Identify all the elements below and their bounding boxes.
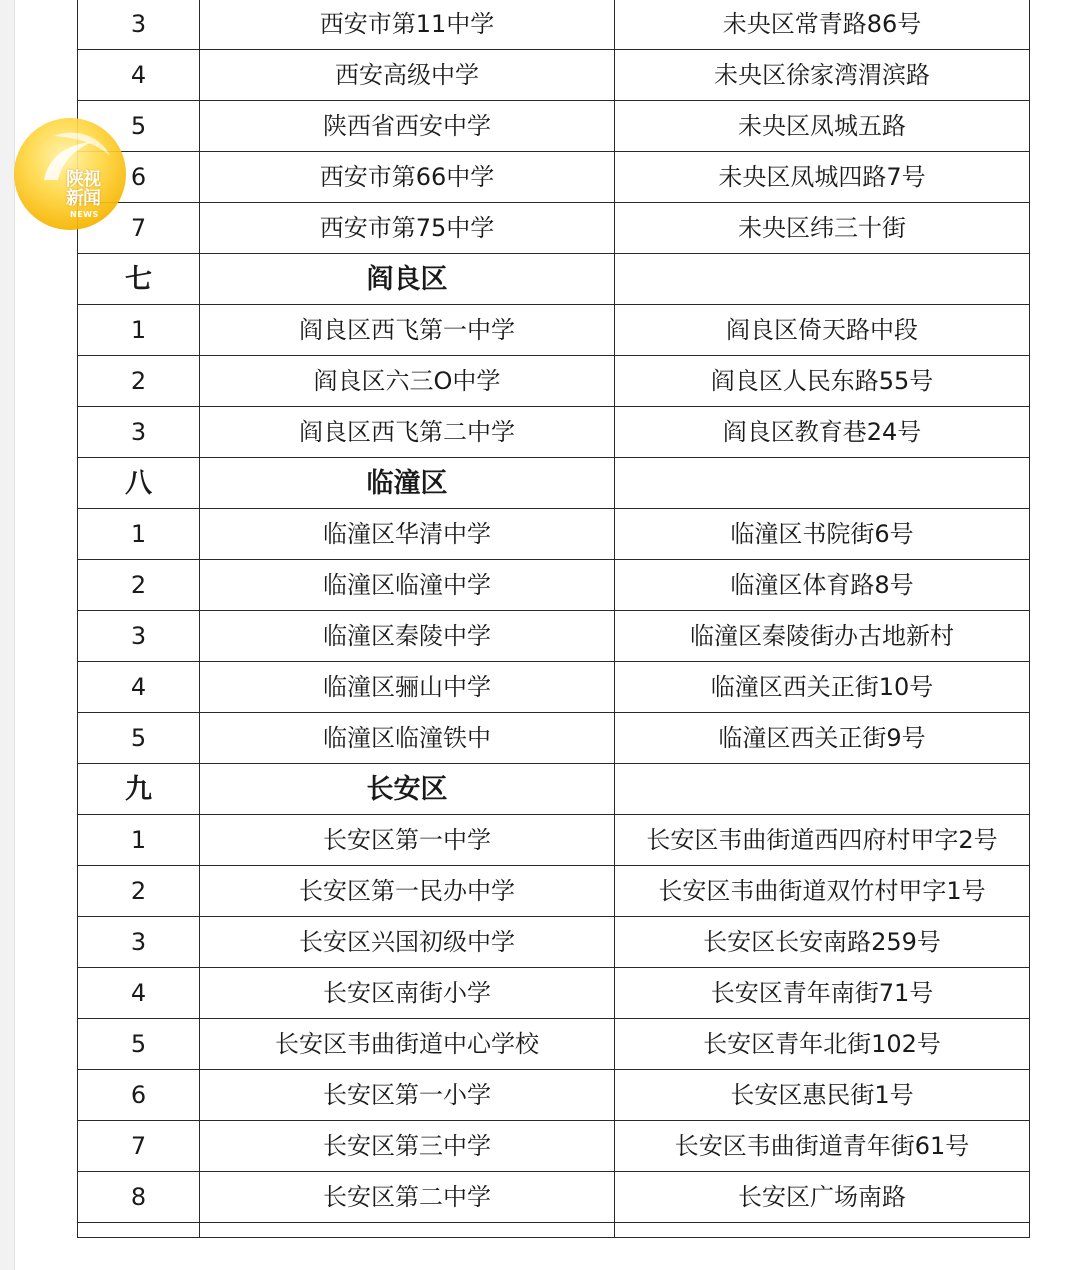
school-address: 临潼区体育路8号 [615,560,1030,611]
school-name: 西安市第66中学 [200,152,615,203]
school-address: 长安区青年北街102号 [615,1019,1030,1070]
table-row [78,509,1030,560]
school-name: 临潼区临潼中学 [200,560,615,611]
cutoff-cell [615,1223,1030,1238]
cutoff-cell [78,1223,200,1238]
row-index: 1 [78,509,200,560]
row-index: 2 [78,866,200,917]
row-index: 5 [78,1019,200,1070]
school-address: 长安区韦曲街道西四府村甲字2号 [615,815,1030,866]
section-title: 临潼区 [200,458,615,509]
school-name: 临潼区临潼铁中 [200,713,615,764]
table-row [78,968,1030,1019]
table-row [78,662,1030,713]
row-index: 1 [78,305,200,356]
exam-sites-table [77,0,1030,1238]
section-number: 七 [78,254,200,305]
row-index: 3 [78,611,200,662]
watermark-line1: 陕视 [66,169,100,190]
watermark-sub: NEWS [70,210,99,219]
table-row [78,203,1030,254]
section-row-lintong [78,458,1030,509]
row-index: 4 [78,662,200,713]
row-index: 8 [78,1172,200,1223]
row-index: 6 [78,152,200,203]
school-name: 长安区第一民办中学 [200,866,615,917]
school-address: 临潼区西关正街10号 [615,662,1030,713]
section-empty-cell [615,254,1030,305]
school-address: 未央区常青路86号 [615,0,1030,50]
school-address: 未央区徐家湾渭滨路 [615,50,1030,101]
section-number: 八 [78,458,200,509]
section-number: 九 [78,764,200,815]
row-index: 4 [78,968,200,1019]
school-address: 阎良区人民东路55号 [615,356,1030,407]
school-name: 阎良区西飞第一中学 [200,305,615,356]
table-row [78,101,1030,152]
row-index: 4 [78,50,200,101]
school-name: 长安区第一小学 [200,1070,615,1121]
table-row [78,407,1030,458]
school-address: 阎良区教育巷24号 [615,407,1030,458]
school-name: 西安市第11中学 [200,0,615,50]
school-name: 临潼区骊山中学 [200,662,615,713]
school-address: 未央区纬三十街 [615,203,1030,254]
row-index: 5 [78,713,200,764]
table-row [78,560,1030,611]
school-name: 西安市第75中学 [200,203,615,254]
school-name: 阎良区六三O中学 [200,356,615,407]
watermark-text [66,170,100,208]
school-name: 长安区韦曲街道中心学校 [200,1019,615,1070]
table-row [78,1019,1030,1070]
table-row [78,611,1030,662]
school-address: 长安区韦曲街道青年街61号 [615,1121,1030,1172]
school-address: 临潼区书院街6号 [615,509,1030,560]
row-index: 3 [78,407,200,458]
school-address: 未央区凤城四路7号 [615,152,1030,203]
section-row-yanliang [78,254,1030,305]
shaanxi-tv-news-watermark-logo [14,118,126,230]
row-index: 5 [78,101,200,152]
school-address: 长安区青年南街71号 [615,968,1030,1019]
school-name: 长安区兴国初级中学 [200,917,615,968]
school-name: 陕西省西安中学 [200,101,615,152]
school-name: 长安区第一中学 [200,815,615,866]
section-empty-cell [615,764,1030,815]
section-title: 阎良区 [200,254,615,305]
table-row [78,1172,1030,1223]
table-row [78,917,1030,968]
row-index: 1 [78,815,200,866]
school-address: 未央区凤城五路 [615,101,1030,152]
cutoff-cell [200,1223,615,1238]
school-address: 长安区广场南路 [615,1172,1030,1223]
page-edge [0,0,15,1270]
table-row [78,0,1030,50]
row-index: 2 [78,560,200,611]
section-title: 长安区 [200,764,615,815]
table-row [78,1121,1030,1172]
school-name: 长安区第三中学 [200,1121,615,1172]
school-address: 阎良区倚天路中段 [615,305,1030,356]
school-address: 临潼区西关正街9号 [615,713,1030,764]
school-address: 长安区韦曲街道双竹村甲字1号 [615,866,1030,917]
section-row-changan [78,764,1030,815]
row-index: 2 [78,356,200,407]
table-row [78,356,1030,407]
school-name: 临潼区秦陵中学 [200,611,615,662]
row-index: 3 [78,0,200,50]
section-empty-cell [615,458,1030,509]
table-row [78,305,1030,356]
school-address: 长安区惠民街1号 [615,1070,1030,1121]
school-address: 临潼区秦陵街办古地新村 [615,611,1030,662]
row-index: 6 [78,1070,200,1121]
table-row-cutoff [78,1223,1030,1238]
school-name: 长安区第二中学 [200,1172,615,1223]
school-address: 长安区长安南路259号 [615,917,1030,968]
table-row [78,815,1030,866]
row-index: 3 [78,917,200,968]
table-row [78,713,1030,764]
school-name: 临潼区华清中学 [200,509,615,560]
row-index: 7 [78,1121,200,1172]
school-name: 长安区南街小学 [200,968,615,1019]
table-row [78,152,1030,203]
school-name: 阎良区西飞第二中学 [200,407,615,458]
table-body [78,0,1030,1238]
watermark-line2: 新闻 [66,188,100,209]
school-name: 西安高级中学 [200,50,615,101]
row-index: 7 [78,203,200,254]
table-row [78,1070,1030,1121]
table-row [78,866,1030,917]
table-row [78,50,1030,101]
